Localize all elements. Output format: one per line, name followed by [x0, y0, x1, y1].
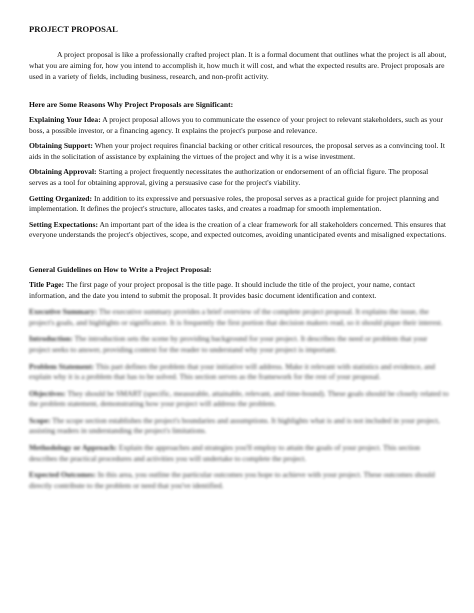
guideline-text: The first page of your project proposal is the title page. It should include the title of the project, your name, contact information, and the date you intend to submit the proposal. It provides basic document identification and context. — [29, 279, 416, 300]
document-page — [29, 24, 449, 491]
guideline-term: Introduction: — [29, 334, 73, 344]
reason-getting-organized — [29, 194, 449, 215]
guideline-text: In this area, you outline the particular outcomes you hope to achieve with your project. These outcomes should directly contribute to the problem or need that you've identified. — [29, 470, 435, 490]
guideline-term: Expected Outcomes: — [29, 470, 96, 480]
reason-text: An important part of the idea is the creation of a clear framework for all stakeholders concerned. This ensures that everyone understands the project's objectives, scope, and expected outcomes, avoiding unanticipated events and misaligned expectations. — [29, 219, 447, 240]
guideline-text: The introduction sets the scene by providing background for your project. It describes the need or problem that your project seeks to answer, providing context for the reader to understand why your project is important. — [29, 334, 428, 354]
reason-term: Setting Expectations: — [29, 219, 98, 229]
guideline-term: Methodology or Approach: — [29, 443, 117, 453]
guideline-text: This part defines the problem that your initiative will address. Make it relevant with statistics and evidence, and explain why it is a problem that has to be solved. This section serves as the framework for the rest of your proposal. — [29, 361, 436, 382]
guideline-text: The scope section establishes the project's boundaries and assumptions. It highlights what is and is not included in your project, assisting readers in understanding the project's limitations. — [29, 415, 440, 436]
guideline-text: They should be SMART (specific, measurable, attainable, relevant, and time-bound). These goals should be closely related to the problem statement, demonstrating how your project will address the problem. — [29, 388, 449, 409]
reason-term: Obtaining Support: — [29, 141, 93, 151]
guideline-text: The executive summary provides a brief overview of the complete project proposal. It explains the issue, the project's goals, and highlights or significance. It is frequently the first portion that decision makers read, so it should pique their interest. — [29, 307, 443, 327]
guideline-methodology — [29, 443, 449, 464]
reason-text: In addition to its expressive and persuasive roles, the proposal serves as a practical guide for project planning and implementation. It defines the project's structure, allocates tasks, and creates a roadmap for smooth implementation. — [29, 193, 439, 214]
guideline-executive-summary — [29, 307, 449, 328]
guideline-text: Explain the approaches and strategies you'll employ to attain the goals of your project. This section describes the practical procedures and activities you will undertake to complete the project. — [29, 443, 420, 463]
guideline-term: Executive Summary: — [29, 307, 98, 317]
guideline-title-page — [29, 280, 449, 301]
guideline-expected-outcomes — [29, 470, 449, 491]
reasons-heading: Here are Some Reasons Why Project Proposals are Significant: — [29, 100, 234, 109]
intro-paragraph: A project proposal is like a professionally crafted project plan. It is a formal document that outlines what the project is all about, what you are aiming for, how you intend to accomplish it, how much it will cost, and what the expected results are. Project proposals are used in a variety of fields, including business, research, and non-profit activity. — [29, 50, 447, 81]
guideline-introduction — [29, 334, 449, 355]
reason-term: Getting Organized: — [29, 193, 93, 203]
reason-text: A project proposal allows you to communicate the essence of your project to relevant stakeholders, such as your boss, a possible investor, or a financing agency. It explains the project's purpose and relevance. — [29, 115, 444, 135]
document-title: PROJECT PROPOSAL — [29, 24, 118, 34]
reason-text: When your project requires financial backing or other critical resources, the proposal serves as a convincing tool. It aids in the solicitation of assistance by explaining the virtues of the project and why it is a wise investment. — [29, 141, 445, 161]
reason-term: Obtaining Approval: — [29, 167, 97, 177]
guideline-term: Scope: — [29, 415, 51, 425]
reason-setting-expectations — [29, 220, 449, 241]
guideline-term: Title Page: — [29, 279, 65, 289]
reason-explaining-idea — [29, 115, 449, 136]
reason-obtaining-support — [29, 141, 449, 162]
guideline-term: Objectives: — [29, 388, 66, 398]
blurred-preview-region — [29, 307, 449, 491]
guideline-term: Problem Statement: — [29, 361, 95, 371]
guideline-problem-statement — [29, 362, 449, 383]
guideline-scope — [29, 416, 449, 437]
reason-obtaining-approval — [29, 167, 449, 188]
reason-text: Starting a project frequently necessitates the authorization or endorsement of an official figure. The proposal serves as a tool for obtaining approval, giving a persuasive case for the project's viability. — [29, 167, 429, 187]
guidelines-heading: General Guidelines on How to Write a Project Proposal: — [29, 264, 212, 274]
reason-term: Explaining Your Idea: — [29, 115, 101, 124]
guideline-objectives — [29, 389, 449, 410]
